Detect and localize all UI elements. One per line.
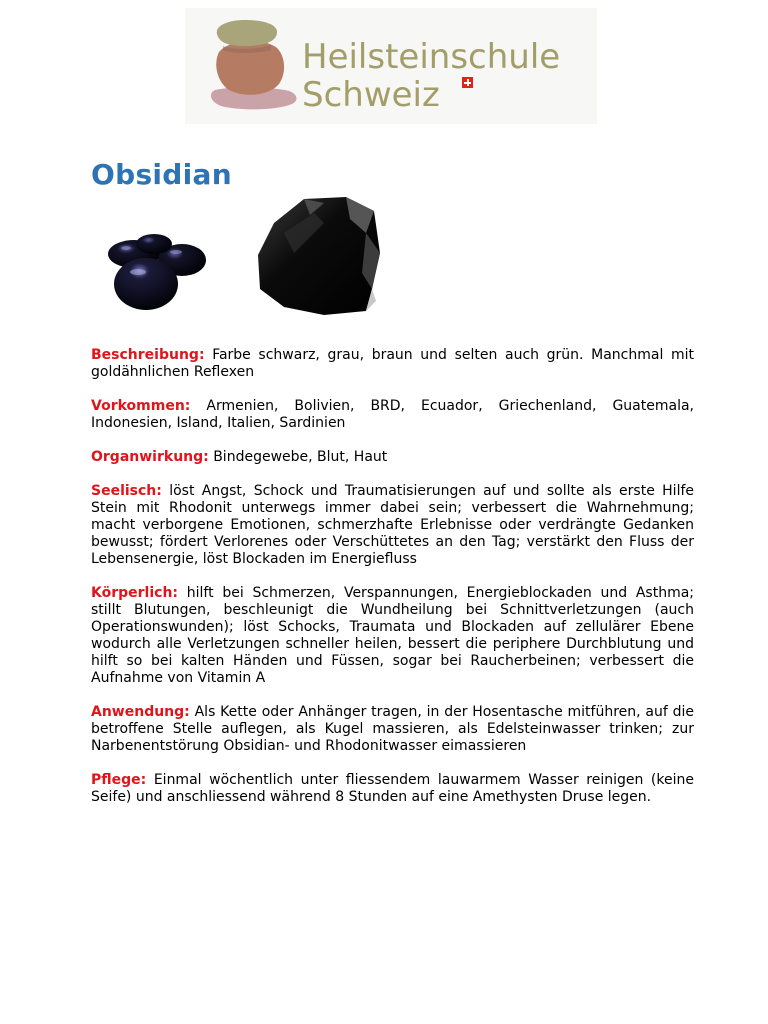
section-label: Körperlich: xyxy=(91,585,179,601)
section-text: hilft bei Schmerzen, Verspannungen, Energieblockaden und Asthma; stillt Blutungen, beschleunigt die Wundheilung bei Schnittverletzungen (auch Operationswunden); löst Schocks, Traumata und Blockaden auf zellulärer Ebene wodurch alle Verletzungen schneller heilen, bessert die periphere Durchblutung und hilft so bei kalten Händen und Füssen, sogar bei Raucherbeinen; verbessert die Aufnahme von Vitamin A xyxy=(91,585,695,686)
section-text: Armenien, Bolivien, BRD, Ecuador, Griechenland, Guatemala, Indonesien, Island, Italien, Sardinien xyxy=(91,398,694,431)
section-label: Organwirkung: xyxy=(91,449,209,465)
section-text: Farbe schwarz, grau, braun und selten auch grün. Manchmal mit goldähnlichen Reflexen xyxy=(91,347,694,380)
section-text: Einmal wöchentlich unter fliessendem lauwarmem Wasser reinigen (keine Seife) und anschliessend während 8 Stunden auf eine Amethysten Druse legen. xyxy=(91,772,694,805)
stacked-stones-icon xyxy=(197,12,307,120)
section-label: Vorkommen: xyxy=(91,398,191,414)
swiss-flag-icon xyxy=(462,77,473,88)
section-label: Seelisch: xyxy=(91,483,162,499)
section-text: Als Kette oder Anhänger tragen, in der Hosentasche mitführen, auf die betroffene Stelle auflegen, als Kugel massieren, als Edelsteinwasser trinken; zur Narbenentstörung Obsidian- und Rhodonitwasser eimassieren xyxy=(91,704,694,754)
logo-title-line2: Schweiz xyxy=(302,75,440,115)
tumbled-obsidian-stones-image xyxy=(96,224,208,314)
section-label: Anwendung: xyxy=(91,704,190,720)
section-anwendung xyxy=(91,704,694,755)
description-content xyxy=(91,347,694,823)
logo-title-line1: Heilsteinschule xyxy=(302,37,561,77)
section-label: Beschreibung: xyxy=(91,347,205,363)
section-vorkommen xyxy=(91,398,694,432)
school-logo xyxy=(185,8,597,124)
section-beschreibung xyxy=(91,347,694,381)
section-label: Pflege: xyxy=(91,772,147,788)
section-pflege xyxy=(91,772,694,806)
section-text: Bindegewebe, Blut, Haut xyxy=(213,449,388,465)
section-seelisch xyxy=(91,483,694,568)
section-text: löst Angst, Schock und Traumatisierungen auf und sollte als erste Hilfe Stein mit Rhodonit unterwegs immer dabei sein; verbessert die Wahrnehmung; macht verborgene Emotionen, schmerzhafte Erlebnisse oder verdrängte Gedanken bewusst; fördert Verlorenes oder Verschüttetes an den Tag; verstärkt den Fluss der Lebensenergie, löst Blockaden im Energiefluss xyxy=(91,483,694,567)
page-title: Obsidian xyxy=(91,158,232,191)
raw-obsidian-rock-image xyxy=(254,193,384,317)
section-organwirkung xyxy=(91,449,694,466)
section-koerperlich xyxy=(91,585,694,687)
